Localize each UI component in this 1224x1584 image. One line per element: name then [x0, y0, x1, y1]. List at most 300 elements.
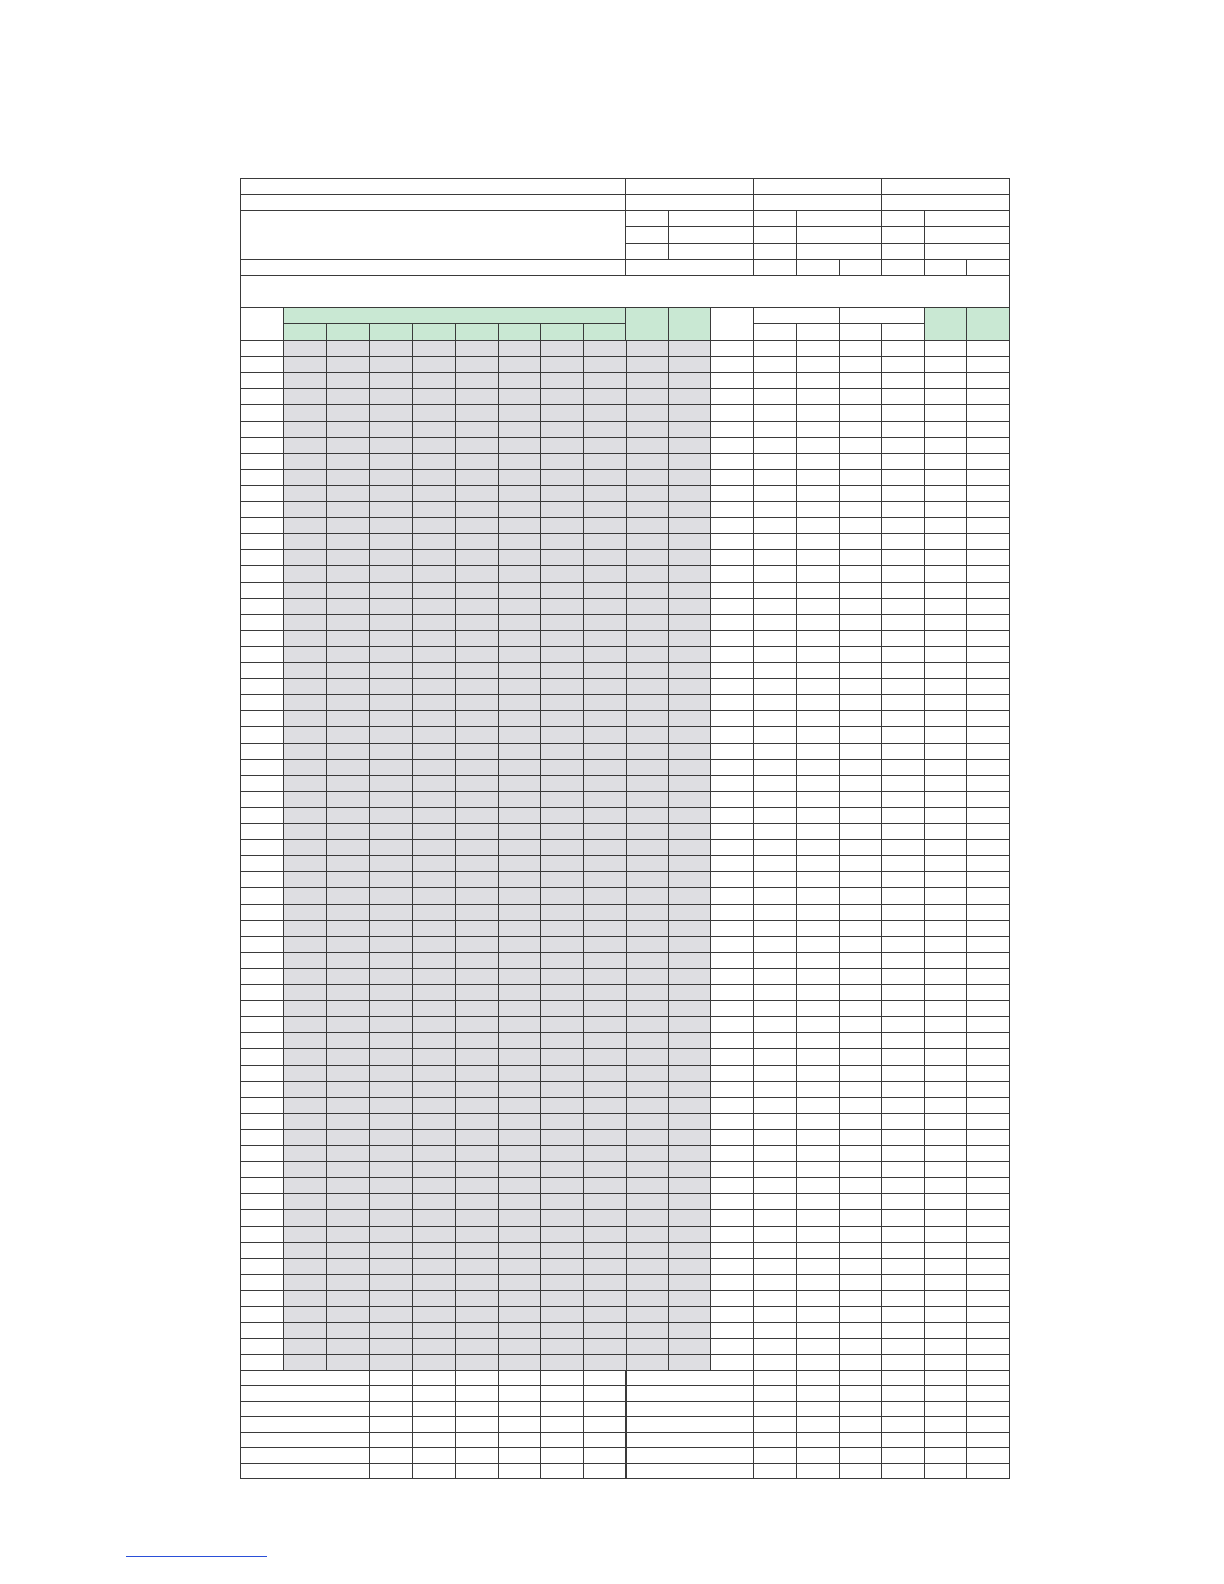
- entry-cell[interactable]: [283, 421, 327, 438]
- entry-cell[interactable]: [966, 1129, 1010, 1146]
- entry-cell[interactable]: [412, 1000, 456, 1017]
- summary-cell[interactable]: [412, 1432, 456, 1448]
- row-index-cell[interactable]: [240, 1177, 284, 1194]
- entry-cell[interactable]: [498, 1226, 541, 1243]
- entry-cell[interactable]: [796, 630, 840, 647]
- entry-cell[interactable]: [626, 775, 669, 792]
- entry-cell[interactable]: [283, 855, 327, 872]
- entry-cell[interactable]: [753, 1322, 797, 1339]
- entry-cell[interactable]: [326, 968, 370, 985]
- entry-cell[interactable]: [583, 823, 627, 840]
- summary-cell[interactable]: [753, 1416, 797, 1433]
- entry-cell[interactable]: [881, 598, 925, 615]
- entry-cell[interactable]: [412, 1145, 456, 1162]
- entry-cell[interactable]: [710, 646, 754, 663]
- entry-cell[interactable]: [498, 469, 541, 486]
- entry-cell[interactable]: [839, 791, 882, 808]
- entry-cell[interactable]: [881, 372, 925, 389]
- entry-cell[interactable]: [924, 1258, 967, 1275]
- entry-cell[interactable]: [753, 582, 797, 599]
- summary-cell[interactable]: [540, 1463, 584, 1479]
- entry-cell[interactable]: [369, 630, 413, 647]
- entry-cell[interactable]: [924, 517, 967, 534]
- entry-cell[interactable]: [710, 904, 754, 921]
- entry-cell[interactable]: [881, 775, 925, 792]
- entry-cell[interactable]: [326, 1161, 370, 1178]
- entry-cell[interactable]: [710, 437, 754, 454]
- entry-cell[interactable]: [753, 662, 797, 679]
- entry-cell[interactable]: [583, 1258, 627, 1275]
- entry-cell[interactable]: [668, 694, 711, 711]
- entry-cell[interactable]: [753, 1193, 797, 1210]
- entry-cell[interactable]: [369, 421, 413, 438]
- entry-cell[interactable]: [966, 598, 1010, 615]
- entry-cell[interactable]: [583, 807, 627, 824]
- entry-cell[interactable]: [668, 1065, 711, 1082]
- entry-cell[interactable]: [626, 1193, 669, 1210]
- entry-cell[interactable]: [583, 1354, 627, 1371]
- entry-cell[interactable]: [881, 1209, 925, 1227]
- entry-cell[interactable]: [583, 1129, 627, 1146]
- entry-cell[interactable]: [498, 904, 541, 921]
- entry-cell[interactable]: [924, 662, 967, 679]
- summary-cell[interactable]: [924, 1432, 967, 1448]
- entry-cell[interactable]: [498, 759, 541, 776]
- entry-cell[interactable]: [710, 582, 754, 599]
- entry-cell[interactable]: [583, 904, 627, 921]
- entry-cell[interactable]: [455, 582, 499, 599]
- entry-cell[interactable]: [668, 1177, 711, 1194]
- column-header-sub[interactable]: [326, 323, 370, 341]
- entry-cell[interactable]: [540, 1097, 584, 1114]
- entry-cell[interactable]: [924, 726, 967, 744]
- entry-cell[interactable]: [668, 920, 711, 937]
- row-index-cell[interactable]: [240, 1354, 284, 1371]
- entry-cell[interactable]: [498, 1065, 541, 1082]
- entry-cell[interactable]: [966, 662, 1010, 679]
- entry-cell[interactable]: [839, 1226, 882, 1243]
- entry-cell[interactable]: [283, 1048, 327, 1066]
- entry-cell[interactable]: [498, 646, 541, 663]
- entry-cell[interactable]: [626, 936, 669, 953]
- summary-cell[interactable]: [881, 1463, 925, 1479]
- row-index-cell[interactable]: [240, 1209, 284, 1227]
- entry-cell[interactable]: [753, 421, 797, 438]
- entry-cell[interactable]: [924, 936, 967, 953]
- entry-cell[interactable]: [839, 1290, 882, 1307]
- entry-cell[interactable]: [924, 759, 967, 776]
- entry-cell[interactable]: [796, 726, 840, 744]
- entry-cell[interactable]: [839, 533, 882, 550]
- entry-cell[interactable]: [796, 1322, 840, 1339]
- header-field[interactable]: [881, 194, 1010, 211]
- entry-cell[interactable]: [283, 1338, 327, 1355]
- entry-cell[interactable]: [839, 517, 882, 534]
- entry-cell[interactable]: [668, 388, 711, 405]
- row-index-cell[interactable]: [240, 1306, 284, 1323]
- entry-cell[interactable]: [796, 839, 840, 856]
- entry-cell[interactable]: [668, 1048, 711, 1066]
- entry-cell[interactable]: [796, 1242, 840, 1259]
- entry-cell[interactable]: [498, 1193, 541, 1210]
- entry-cell[interactable]: [668, 1338, 711, 1355]
- entry-cell[interactable]: [626, 340, 669, 357]
- summary-cell[interactable]: [966, 1416, 1010, 1433]
- entry-cell[interactable]: [966, 1242, 1010, 1259]
- entry-cell[interactable]: [498, 1322, 541, 1339]
- entry-cell[interactable]: [668, 630, 711, 647]
- entry-cell[interactable]: [839, 356, 882, 373]
- entry-cell[interactable]: [626, 565, 669, 583]
- entry-cell[interactable]: [540, 984, 584, 1001]
- row-index-cell[interactable]: [240, 1290, 284, 1307]
- entry-cell[interactable]: [626, 356, 669, 373]
- entry-cell[interactable]: [412, 1113, 456, 1130]
- entry-cell[interactable]: [283, 920, 327, 937]
- entry-cell[interactable]: [326, 1322, 370, 1339]
- entry-cell[interactable]: [924, 501, 967, 518]
- entry-cell[interactable]: [668, 952, 711, 969]
- entry-cell[interactable]: [839, 1193, 882, 1210]
- entry-cell[interactable]: [326, 356, 370, 373]
- entry-cell[interactable]: [966, 453, 1010, 470]
- entry-cell[interactable]: [369, 1290, 413, 1307]
- entry-cell[interactable]: [796, 501, 840, 518]
- entry-cell[interactable]: [753, 1258, 797, 1275]
- entry-cell[interactable]: [881, 614, 925, 631]
- entry-cell[interactable]: [753, 565, 797, 583]
- entry-cell[interactable]: [668, 1226, 711, 1243]
- entry-cell[interactable]: [283, 1322, 327, 1339]
- entry-cell[interactable]: [455, 1145, 499, 1162]
- entry-cell[interactable]: [540, 952, 584, 969]
- entry-cell[interactable]: [881, 1129, 925, 1146]
- entry-cell[interactable]: [369, 1065, 413, 1082]
- entry-cell[interactable]: [668, 904, 711, 921]
- entry-cell[interactable]: [583, 614, 627, 631]
- entry-cell[interactable]: [540, 1016, 584, 1033]
- entry-cell[interactable]: [753, 968, 797, 985]
- entry-cell[interactable]: [796, 984, 840, 1001]
- entry-cell[interactable]: [455, 646, 499, 663]
- entry-cell[interactable]: [839, 549, 882, 566]
- entry-cell[interactable]: [583, 565, 627, 583]
- entry-cell[interactable]: [412, 646, 456, 663]
- entry-cell[interactable]: [326, 984, 370, 1001]
- entry-cell[interactable]: [753, 630, 797, 647]
- summary-cell[interactable]: [881, 1447, 925, 1464]
- entry-cell[interactable]: [796, 678, 840, 695]
- entry-cell[interactable]: [498, 485, 541, 502]
- entry-cell[interactable]: [668, 1242, 711, 1259]
- entry-cell[interactable]: [881, 1242, 925, 1259]
- entry-cell[interactable]: [455, 1242, 499, 1259]
- entry-cell[interactable]: [455, 1065, 499, 1082]
- summary-wide-cell[interactable]: [625, 1401, 754, 1417]
- entry-cell[interactable]: [326, 630, 370, 647]
- entry-cell[interactable]: [455, 1290, 499, 1307]
- entry-cell[interactable]: [369, 678, 413, 695]
- entry-cell[interactable]: [326, 469, 370, 486]
- summary-cell[interactable]: [796, 1401, 840, 1417]
- entry-cell[interactable]: [796, 968, 840, 985]
- entry-cell[interactable]: [839, 565, 882, 583]
- entry-cell[interactable]: [455, 968, 499, 985]
- entry-cell[interactable]: [710, 1065, 754, 1082]
- entry-cell[interactable]: [881, 388, 925, 405]
- entry-cell[interactable]: [626, 1097, 669, 1114]
- entry-cell[interactable]: [626, 1065, 669, 1082]
- entry-cell[interactable]: [583, 775, 627, 792]
- entry-cell[interactable]: [540, 1065, 584, 1082]
- entry-cell[interactable]: [369, 340, 413, 357]
- entry-cell[interactable]: [796, 1000, 840, 1017]
- entry-cell[interactable]: [540, 1193, 584, 1210]
- entry-cell[interactable]: [455, 1129, 499, 1146]
- column-header[interactable]: [924, 307, 967, 341]
- entry-cell[interactable]: [369, 388, 413, 405]
- entry-cell[interactable]: [881, 1016, 925, 1033]
- entry-cell[interactable]: [626, 1338, 669, 1355]
- entry-cell[interactable]: [412, 372, 456, 389]
- entry-cell[interactable]: [626, 743, 669, 760]
- entry-cell[interactable]: [455, 469, 499, 486]
- column-header-sub[interactable]: [753, 323, 797, 341]
- entry-cell[interactable]: [540, 1209, 584, 1227]
- entry-cell[interactable]: [668, 968, 711, 985]
- entry-cell[interactable]: [369, 775, 413, 792]
- entry-cell[interactable]: [668, 437, 711, 454]
- summary-cell[interactable]: [796, 1432, 840, 1448]
- entry-cell[interactable]: [796, 759, 840, 776]
- entry-cell[interactable]: [583, 356, 627, 373]
- entry-cell[interactable]: [326, 437, 370, 454]
- entry-cell[interactable]: [710, 421, 754, 438]
- entry-cell[interactable]: [924, 582, 967, 599]
- summary-cell[interactable]: [966, 1385, 1010, 1402]
- entry-cell[interactable]: [796, 388, 840, 405]
- entry-cell[interactable]: [455, 871, 499, 888]
- row-index-cell[interactable]: [240, 1226, 284, 1243]
- entry-cell[interactable]: [839, 1306, 882, 1323]
- entry-cell[interactable]: [626, 549, 669, 566]
- summary-cell[interactable]: [583, 1447, 627, 1464]
- entry-cell[interactable]: [369, 485, 413, 502]
- entry-cell[interactable]: [710, 1145, 754, 1162]
- row-index-cell[interactable]: [240, 839, 284, 856]
- entry-cell[interactable]: [412, 1177, 456, 1194]
- summary-wide-cell[interactable]: [625, 1370, 754, 1386]
- entry-cell[interactable]: [881, 1322, 925, 1339]
- entry-cell[interactable]: [839, 437, 882, 454]
- entry-cell[interactable]: [966, 565, 1010, 583]
- entry-cell[interactable]: [326, 694, 370, 711]
- row-index-cell[interactable]: [240, 437, 284, 454]
- entry-cell[interactable]: [283, 678, 327, 695]
- row-index-cell[interactable]: [240, 936, 284, 953]
- entry-cell[interactable]: [668, 501, 711, 518]
- entry-cell[interactable]: [412, 775, 456, 792]
- entry-cell[interactable]: [966, 871, 1010, 888]
- entry-cell[interactable]: [924, 453, 967, 470]
- entry-cell[interactable]: [796, 855, 840, 872]
- entry-cell[interactable]: [369, 920, 413, 937]
- entry-cell[interactable]: [498, 549, 541, 566]
- entry-cell[interactable]: [881, 807, 925, 824]
- entry-cell[interactable]: [966, 517, 1010, 534]
- entry-cell[interactable]: [668, 807, 711, 824]
- entry-cell[interactable]: [369, 646, 413, 663]
- entry-cell[interactable]: [583, 421, 627, 438]
- entry-cell[interactable]: [326, 678, 370, 695]
- entry-cell[interactable]: [668, 1161, 711, 1178]
- entry-cell[interactable]: [924, 565, 967, 583]
- summary-cell[interactable]: [753, 1447, 797, 1464]
- entry-cell[interactable]: [966, 1290, 1010, 1307]
- entry-cell[interactable]: [796, 1306, 840, 1323]
- entry-cell[interactable]: [283, 743, 327, 760]
- entry-cell[interactable]: [626, 1226, 669, 1243]
- entry-cell[interactable]: [369, 1048, 413, 1066]
- entry-cell[interactable]: [668, 743, 711, 760]
- entry-cell[interactable]: [412, 1032, 456, 1049]
- entry-cell[interactable]: [839, 1129, 882, 1146]
- entry-cell[interactable]: [710, 388, 754, 405]
- column-header-sub[interactable]: [369, 323, 413, 341]
- entry-cell[interactable]: [326, 565, 370, 583]
- entry-cell[interactable]: [924, 1032, 967, 1049]
- entry-cell[interactable]: [412, 904, 456, 921]
- entry-cell[interactable]: [583, 582, 627, 599]
- entry-cell[interactable]: [283, 1226, 327, 1243]
- entry-cell[interactable]: [540, 614, 584, 631]
- entry-cell[interactable]: [839, 694, 882, 711]
- entry-cell[interactable]: [626, 678, 669, 695]
- entry-cell[interactable]: [283, 1000, 327, 1017]
- entry-cell[interactable]: [881, 743, 925, 760]
- entry-cell[interactable]: [881, 549, 925, 566]
- entry-cell[interactable]: [498, 1242, 541, 1259]
- row-index-cell[interactable]: [240, 533, 284, 550]
- entry-cell[interactable]: [710, 453, 754, 470]
- entry-cell[interactable]: [498, 1016, 541, 1033]
- entry-cell[interactable]: [412, 388, 456, 405]
- entry-cell[interactable]: [668, 1209, 711, 1227]
- entry-cell[interactable]: [839, 1145, 882, 1162]
- entry-cell[interactable]: [668, 791, 711, 808]
- entry-cell[interactable]: [583, 1209, 627, 1227]
- entry-cell[interactable]: [540, 791, 584, 808]
- entry-cell[interactable]: [839, 871, 882, 888]
- entry-cell[interactable]: [839, 340, 882, 357]
- summary-cell[interactable]: [369, 1432, 413, 1448]
- entry-cell[interactable]: [796, 1113, 840, 1130]
- entry-cell[interactable]: [966, 904, 1010, 921]
- entry-cell[interactable]: [668, 646, 711, 663]
- summary-cell[interactable]: [924, 1401, 967, 1417]
- entry-cell[interactable]: [753, 1113, 797, 1130]
- entry-cell[interactable]: [796, 1161, 840, 1178]
- entry-cell[interactable]: [412, 340, 456, 357]
- entry-cell[interactable]: [924, 437, 967, 454]
- entry-cell[interactable]: [369, 1193, 413, 1210]
- entry-cell[interactable]: [710, 887, 754, 905]
- entry-cell[interactable]: [966, 646, 1010, 663]
- entry-cell[interactable]: [966, 936, 1010, 953]
- entry-cell[interactable]: [710, 630, 754, 647]
- entry-cell[interactable]: [626, 952, 669, 969]
- row-index-cell[interactable]: [240, 952, 284, 969]
- entry-cell[interactable]: [583, 549, 627, 566]
- summary-cell[interactable]: [966, 1447, 1010, 1464]
- entry-cell[interactable]: [966, 372, 1010, 389]
- header-code-cell[interactable]: [625, 226, 669, 244]
- entry-cell[interactable]: [369, 404, 413, 422]
- entry-cell[interactable]: [839, 678, 882, 695]
- entry-cell[interactable]: [753, 904, 797, 921]
- row-index-cell[interactable]: [240, 388, 284, 405]
- entry-cell[interactable]: [881, 1226, 925, 1243]
- entry-cell[interactable]: [796, 871, 840, 888]
- entry-cell[interactable]: [498, 437, 541, 454]
- column-header-sub[interactable]: [498, 323, 541, 341]
- entry-cell[interactable]: [283, 1113, 327, 1130]
- row-index-cell[interactable]: [240, 469, 284, 486]
- entry-cell[interactable]: [710, 1209, 754, 1227]
- entry-cell[interactable]: [369, 1226, 413, 1243]
- entry-cell[interactable]: [283, 404, 327, 422]
- entry-cell[interactable]: [583, 469, 627, 486]
- header-value-cell[interactable]: [668, 243, 754, 260]
- entry-cell[interactable]: [498, 1097, 541, 1114]
- entry-cell[interactable]: [369, 533, 413, 550]
- entry-cell[interactable]: [881, 1097, 925, 1114]
- entry-cell[interactable]: [626, 1274, 669, 1291]
- entry-cell[interactable]: [326, 1242, 370, 1259]
- summary-cell[interactable]: [498, 1432, 541, 1448]
- entry-cell[interactable]: [710, 598, 754, 615]
- entry-cell[interactable]: [326, 485, 370, 502]
- entry-cell[interactable]: [583, 1081, 627, 1098]
- column-header[interactable]: [625, 307, 669, 341]
- entry-cell[interactable]: [283, 726, 327, 744]
- entry-cell[interactable]: [326, 1354, 370, 1371]
- row-index-cell[interactable]: [240, 1242, 284, 1259]
- entry-cell[interactable]: [455, 823, 499, 840]
- row-index-cell[interactable]: [240, 1065, 284, 1082]
- entry-cell[interactable]: [283, 340, 327, 357]
- entry-cell[interactable]: [283, 356, 327, 373]
- entry-cell[interactable]: [753, 855, 797, 872]
- entry-cell[interactable]: [498, 662, 541, 679]
- entry-cell[interactable]: [583, 952, 627, 969]
- entry-cell[interactable]: [966, 1048, 1010, 1066]
- entry-cell[interactable]: [498, 388, 541, 405]
- entry-cell[interactable]: [881, 1161, 925, 1178]
- entry-cell[interactable]: [924, 1000, 967, 1017]
- entry-cell[interactable]: [540, 501, 584, 518]
- entry-cell[interactable]: [455, 598, 499, 615]
- header-field[interactable]: [753, 178, 882, 195]
- section-banner[interactable]: [240, 275, 1010, 308]
- entry-cell[interactable]: [369, 1322, 413, 1339]
- entry-cell[interactable]: [369, 904, 413, 921]
- entry-cell[interactable]: [583, 1097, 627, 1114]
- entry-cell[interactable]: [283, 694, 327, 711]
- entry-cell[interactable]: [839, 485, 882, 502]
- entry-cell[interactable]: [455, 340, 499, 357]
- entry-cell[interactable]: [966, 887, 1010, 905]
